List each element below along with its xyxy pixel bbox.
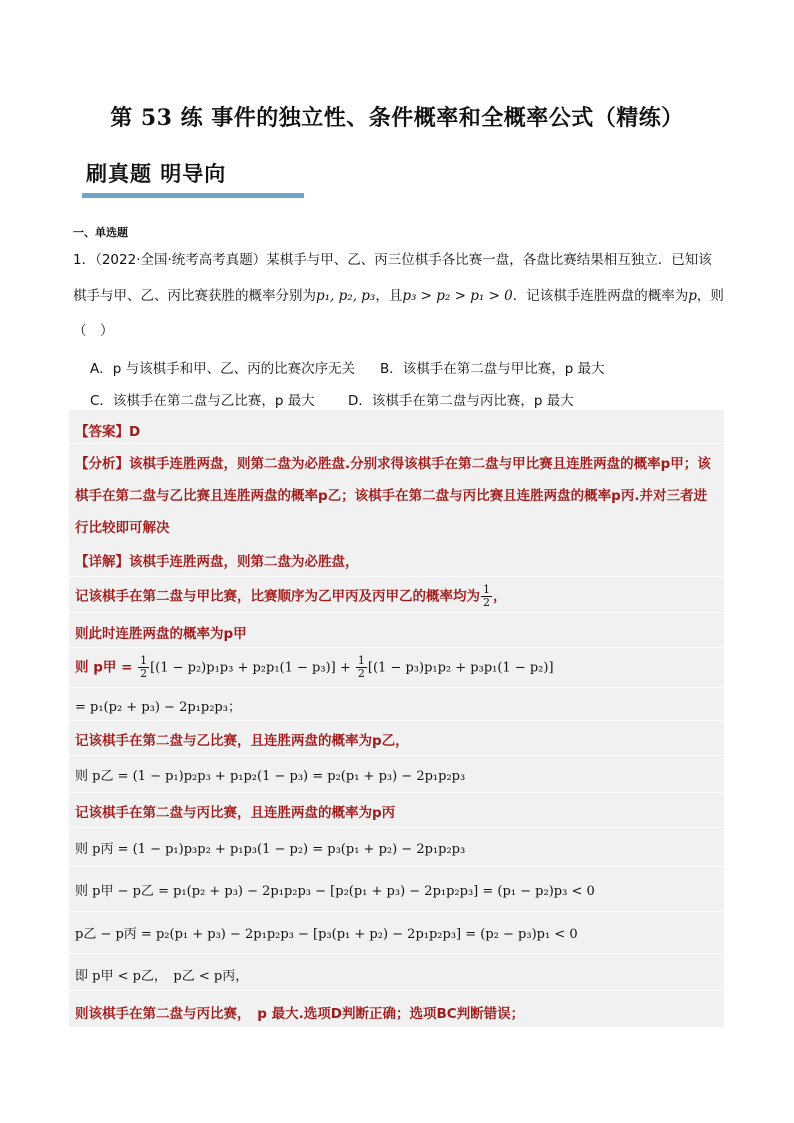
detail-line-3: 则此时连胜两盘的概率为p甲 bbox=[75, 626, 247, 642]
formula-p-jia-simplified: = p₁(p₂ + p₃) − 2p₁p₂p₃； bbox=[75, 700, 241, 715]
divider bbox=[69, 443, 724, 444]
numerator: 1 bbox=[140, 654, 148, 667]
divider bbox=[69, 612, 724, 613]
formula-p-bing: 则 p丙 = (1 − p₁)p₃p₂ + p₁p₃(1 − p₂) = p₃(p₁ + p₂) − 2p₁p₂p₃ bbox=[75, 842, 466, 857]
conclusion: 则该棋手在第二盘与丙比赛， p 最大.选项D判断正确；选项BC判断错误； bbox=[75, 1006, 525, 1022]
detail-text: 记该棋手在第二盘与甲比赛，比赛顺序为乙甲丙及丙甲乙的概率均为 bbox=[75, 588, 480, 605]
formula-part: [(1 − p₃)p₁p₂ + p₃p₁(1 − p₂)] bbox=[367, 660, 554, 676]
divider bbox=[69, 990, 724, 991]
detail-line-5: 记该棋手在第二盘与丙比赛，且连胜两盘的概率为p丙 bbox=[75, 805, 396, 821]
formula-prefix: 则 p甲 = bbox=[75, 659, 138, 676]
formula-diff-1: 则 p甲 − p乙 = p₁(p₂ + p₃) − 2p₁p₂p₃ − [p₂(p₁ + p₃) − 2p₁p₂p₃] = (p₁ − p₂)p₃ < 0 bbox=[75, 884, 595, 899]
question-text: 棋手与甲、乙、丙比赛获胜的概率分别为 bbox=[73, 288, 316, 304]
formula-p-jia bbox=[75, 655, 554, 680]
formula-diff-2: p乙 − p丙 = p₂(p₁ + p₃) − 2p₁p₂p₃ − [p₃(p₁ + p₂) − 2p₁p₂p₃] = (p₂ − p₃)p₁ < 0 bbox=[75, 927, 578, 942]
denominator: 2 bbox=[483, 596, 490, 609]
divider bbox=[69, 911, 724, 912]
subsection-label: 一、单选题 bbox=[73, 226, 128, 239]
analysis-line-3: 行比较即可解决 bbox=[75, 520, 170, 536]
divider bbox=[69, 720, 724, 721]
detail-line-4: 记该棋手在第二盘与乙比赛，且连胜两盘的概率为p乙， bbox=[75, 733, 409, 749]
divider bbox=[69, 576, 724, 577]
numerator: 1 bbox=[483, 583, 490, 596]
question-text: ，则 bbox=[696, 288, 724, 304]
formula-inequality: 即 p甲 < p乙， p乙 < p丙， bbox=[75, 969, 249, 984]
divider bbox=[69, 647, 724, 648]
analysis-line-1: 【分析】该棋手连胜两盘，则第二盘为必胜盘.分别求得该棋手在第二盘与甲比赛且连胜两盘的概率p甲；该 bbox=[75, 456, 711, 472]
detail-text: ， bbox=[493, 588, 507, 605]
denominator: 2 bbox=[357, 667, 365, 680]
divider bbox=[69, 953, 724, 954]
denominator: 2 bbox=[140, 667, 148, 680]
question-line-3: （ ） bbox=[73, 323, 114, 339]
option-a: A．p 与该棋手和甲、乙、丙的比赛次序无关 bbox=[90, 361, 356, 377]
divider bbox=[69, 792, 724, 793]
formula-p-yi: 则 p乙 = (1 − p₁)p₂p₃ + p₁p₂(1 − p₃) = p₂(p₁ + p₃) − 2p₁p₂p₃ bbox=[75, 769, 466, 784]
inequality: p₃ > p₂ > p₁ > 0 bbox=[402, 288, 513, 304]
divider bbox=[69, 687, 724, 688]
analysis-line-2: 棋手在第二盘与乙比赛且连胜两盘的概率p乙；该棋手在第二盘与丙比赛且连胜两盘的概率p丙.并对三者进 bbox=[75, 488, 707, 504]
formula-part: [(1 − p₂)p₁p₃ + p₂p₁(1 − p₃)] + bbox=[150, 660, 355, 676]
detail-line-1: 【详解】该棋手连胜两盘，则第二盘为必胜盘， bbox=[75, 554, 359, 570]
answer-label: 【答案】D bbox=[75, 424, 141, 440]
question-text: ，且 bbox=[375, 288, 403, 304]
option-d: D．该棋手在第二盘与丙比赛，p 最大 bbox=[348, 393, 574, 409]
option-c: C．该棋手在第二盘与乙比赛，p 最大 bbox=[90, 393, 315, 409]
prob-var-p: p bbox=[688, 288, 697, 304]
question-line-1: 1．（2022·全国·统考高考真题）某棋手与甲、乙、丙三位棋手各比赛一盘，各盘比赛结果相互独立．已知该 bbox=[73, 252, 712, 268]
section-heading: 刷真题 明导向 bbox=[86, 162, 227, 186]
divider bbox=[69, 866, 724, 867]
divider bbox=[69, 827, 724, 828]
fraction-one-half bbox=[481, 584, 492, 609]
option-b: B．该棋手在第二盘与甲比赛，p 最大 bbox=[380, 361, 605, 377]
fraction-one-half bbox=[356, 655, 367, 680]
prob-vars: p₁, p₂, p₃ bbox=[316, 288, 376, 304]
question-text: ．记该棋手连胜两盘的概率为 bbox=[512, 288, 689, 304]
section-underline bbox=[82, 193, 304, 198]
divider bbox=[69, 755, 724, 756]
numerator: 1 bbox=[357, 654, 365, 667]
question-line-2 bbox=[73, 286, 724, 306]
page-title: 第 53 练 事件的独立性、条件概率和全概率公式（精练） bbox=[110, 105, 684, 131]
detail-line-2 bbox=[75, 584, 507, 609]
fraction-one-half bbox=[138, 655, 149, 680]
